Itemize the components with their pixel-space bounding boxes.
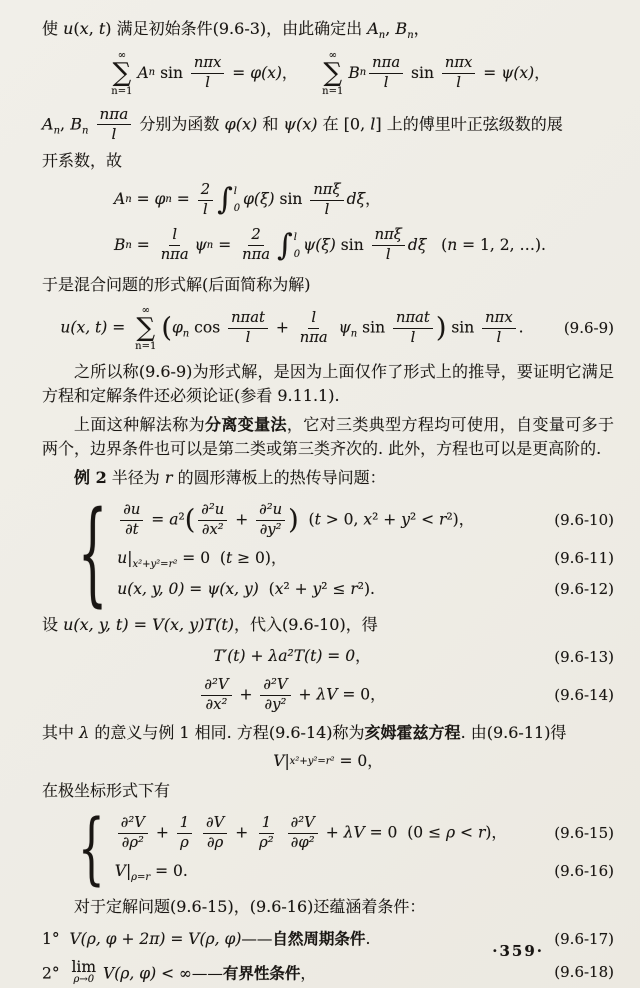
paragraph-why-formal: 之所以称(9.6-9)为形式解，是因为上面仅作了形式上的推导，要证明它满足方程和定解条件还必须论证(参看 9.11.1).: [42, 362, 614, 405]
paragraph-polar-form: 在极坐标形式下有: [42, 780, 171, 800]
equation-system-heat: [78, 485, 614, 618]
equation-number-9-6-13: (9.6-13): [554, 647, 614, 666]
equation-number-9-6-10: (9.6-10): [554, 511, 614, 530]
paragraph-separation-method: 上面这种解法称为分离变量法，它对三类典型方程均可使用，自变量可多于两个，边界条件也可以是第二类或第三类齐次的. 此外，方程也可以是更高阶的.: [42, 415, 614, 458]
paragraph-substitution: 设 u(x, y, t) = V(x, y)T(t)，代入(9.6-10)，得: [42, 615, 378, 635]
equation-9-6-12: [117, 578, 614, 601]
paragraph-lambda-helmholtz: 其中 λ 的意义与例 1 相同. 方程(9.6-14)称为亥姆霍兹方程. 由(9.6-11)得: [42, 723, 567, 743]
formula-V-boundary: V | x²+y²=r² = 0，: [273, 752, 383, 771]
equation-number-9-6-11: (9.6-11): [554, 549, 614, 568]
system-rows: [117, 498, 614, 605]
paragraph-coefficients: $A_n$, $B_n$ $\frac{\text{nπa}}{l}$ 分别为函数 φ(x) 和 ψ(x) 在 [0, l] 上的傅里叶正弦级数的展: [42, 104, 563, 144]
system-rows: [115, 811, 614, 887]
paragraph-example-2: 例 2 半径为 r 的圆形薄板上的热传导问题：: [74, 468, 386, 487]
equation-number-9-6-16: (9.6-16): [554, 861, 614, 880]
page-number: ·359·: [492, 941, 544, 960]
left-brace-icon: {: [78, 485, 108, 618]
formula-polar-boundary: $V|_{\rho=r} = 0$.: [114, 861, 188, 883]
equation-9-6-10: [117, 502, 614, 539]
paragraph-coefficients-cont: 开系数，故: [42, 150, 123, 170]
equation-number-9-6-12: (9.6-12): [554, 580, 614, 599]
formula-initial-condition: u(x, y, 0) = ψ(x, y) (x² + y² ≤ r²).: [117, 580, 375, 599]
equation-9-6-14: [42, 677, 614, 714]
equation-9-6-16: [115, 860, 614, 883]
equation-9-6-11: [117, 547, 614, 570]
equation-number-9-6-9: (9.6-9): [563, 319, 614, 338]
equation-9-6-9: [42, 305, 614, 352]
formula-periodicity-condition: 1° V(ρ, φ + 2π) = V(ρ, φ)——自然周期条件.: [42, 928, 371, 948]
left-brace-icon: {: [78, 802, 105, 894]
formula-heat-equation: $\frac{\partial u}{\partial t}$ = a²( $\frac{\text{∂²u}}{\text{∂x²}}$ + $\frac{\text{∂²u}}{\text{∂y²}}$ ) (t > 0, x² + y² < r²)，: [117, 502, 542, 539]
paragraph-implied-conditions: 对于定解问题(9.6-15)，(9.6-16)还蕴涵着条件：: [74, 896, 426, 916]
paragraph-initial-condition: 使 u(x, t) 满足初始条件(9.6-3)，由此确定出 $A_n$, $B_n$，: [42, 19, 430, 42]
formula-helmholtz: $\frac{\text{∂²V}}{\text{∂x²}}$ + $\frac{\text{∂²V}}{\text{∂y²}}$ + λV = 0，: [42, 677, 542, 714]
equation-9-6-15: [115, 815, 614, 852]
formula-An: A n = φ n = $\frac{2}{l}$ ∫ l 0 φ(ξ) sin $\frac{\text{nπξ}}{l}$ dξ ，: [114, 180, 381, 218]
paragraph-formal-solution: 于是混合问题的形式解(后面简称为解): [42, 275, 311, 295]
formula-time-ode: T′(t) + λa²T(t) = 0，: [213, 647, 371, 666]
equation-number-9-6-14: (9.6-14): [554, 685, 614, 704]
formula-Bn: B n = $\frac{l}{\text{nπa}}$ ψ n = $\frac{2}{\text{nπa}}$ ∫ l 0 ψ(ξ) sin $\frac{\text{nπξ}}{l}$ dξ ( n = 1, 2, …).: [114, 226, 546, 264]
formula-polar-helmholtz: $\frac{\text{∂²V}}{\text{∂ρ²}}$ + $\frac{1}{\rho}$ $\frac{\partial V}{\partial\rho}$ + $\frac{1}{\text{ρ²}}$ $\frac{\text{∂²V}}{\text{∂φ²}}$ + λV = 0 (0 ≤ ρ < r)，: [115, 815, 542, 852]
formula-fourier-sums: ∞ ∑ n=1 A n sin $\frac{\text{nπx}}{l}$ = φ(x) ， ∞ ∑ n=1 B n $\frac{\text{nπa}}{l}$ sin $\frac{\text{nπx}}{l}$ = ψ(x) ，: [111, 50, 550, 97]
equation-number-9-6-15: (9.6-15): [554, 823, 614, 842]
equation-number-9-6-17: (9.6-17): [554, 929, 614, 948]
formula-boundedness-condition: 2° lim ρ→0 V(ρ, φ) < ∞——有界性条件，: [42, 958, 316, 986]
equation-9-6-18: [42, 959, 614, 986]
formula-boundary-condition: $u|_{x^2+y^2=r^2} = 0$ (t ≥ 0)，: [117, 548, 287, 570]
equation-9-6-13: [42, 645, 614, 668]
formula-series-solution: u(x, t) = ∞ ∑ n=1 ($\varphi_n$ cos $\frac{\text{nπat}}{l}$ + $\frac{l}{\text{nπa}}$ $\psi_n$ sin $\frac{\text{nπat}}{l}$ ) sin $\frac{\text{nπx}}{l}$ .: [60, 305, 524, 352]
equation-system-polar: [78, 802, 614, 894]
equation-number-9-6-18: (9.6-18): [554, 963, 614, 982]
